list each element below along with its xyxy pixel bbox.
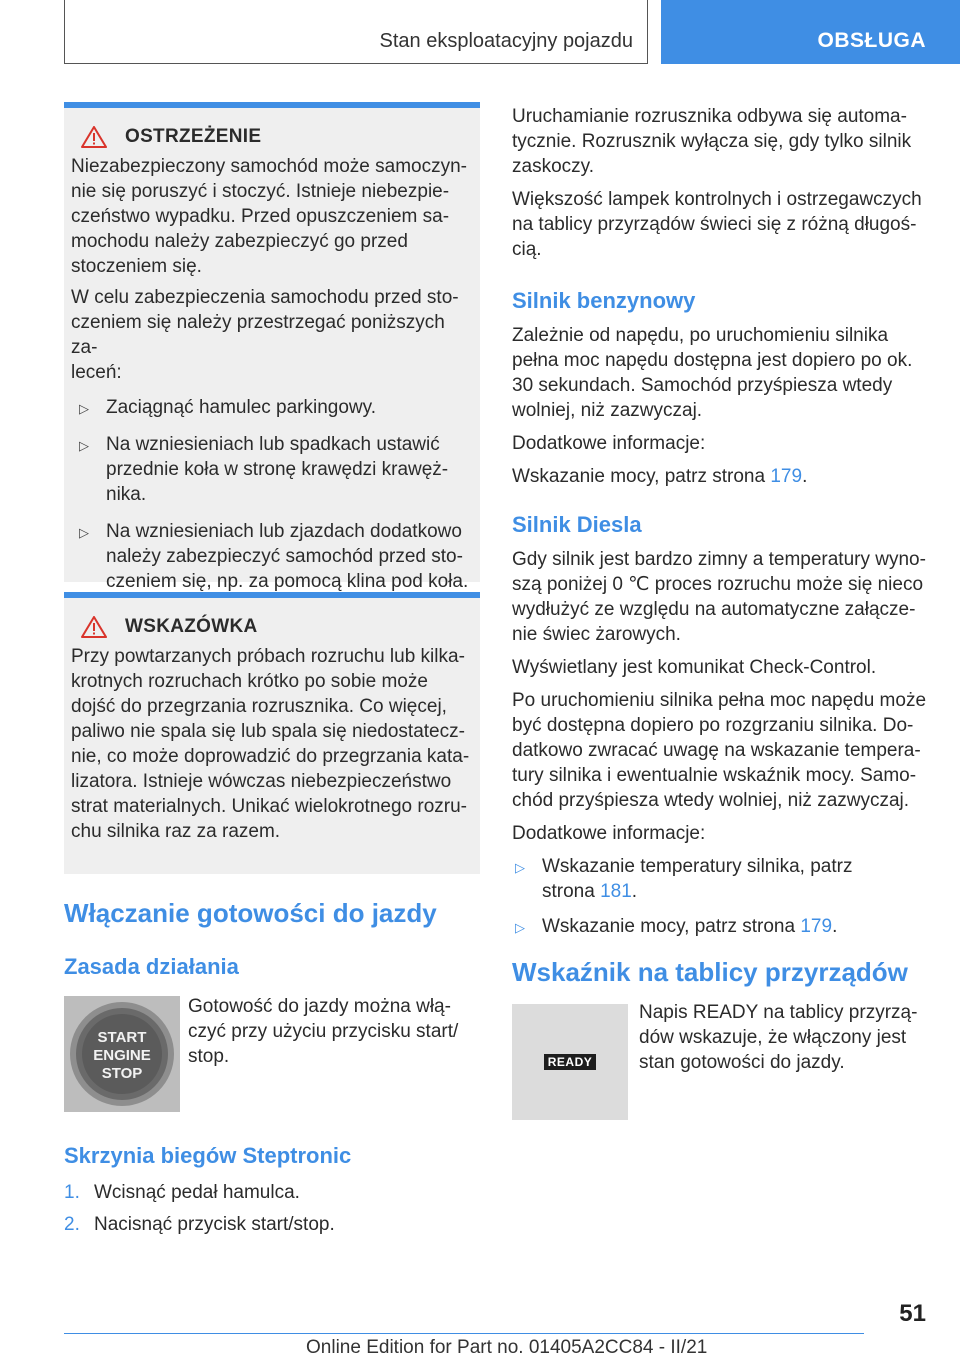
diesel-section — [512, 547, 937, 947]
bullet-triangle-icon: ▷ — [515, 860, 525, 875]
paragraph: Dodatkowe informacje: — [512, 823, 706, 844]
paragraph: Uruchamianie rozrusznika odbywa się automa- tycznie. Rozrusznik wyłącza się, gdy tylko silnik zaskoczy. — [512, 106, 912, 177]
start-stop-button-image — [64, 996, 180, 1112]
subsection-heading: Silnik benzynowy — [512, 288, 696, 313]
paragraph: Po uruchomieniu silnika pełna moc napędu może być dostępna dopiero po rozgrzaniu silnika. Do- datkowo zwracać uwagę na wskazanie tempera- tury silnika i ewentualnie wskaźnik mocy. Samo- chód przyśpiesza wtedy wolniej, niż zazwyczaj. — [512, 690, 927, 811]
bullet-triangle-icon: ▷ — [515, 920, 525, 935]
list-item: ▷ Wskazanie temperatury silnika, patrz strona 181. — [515, 856, 853, 902]
list-item: ▷ Na wzniesieniach lub zjazdach dodatkowo należy zabezpieczyć samochód przed sto- czeniem się, np. za pomocą klina pod koła. — [79, 521, 469, 592]
list-item: ▷ Zaciągnąć hamulec parkingowy. — [71, 395, 472, 420]
section-heading: Włączanie gotowości do jazdy — [64, 898, 437, 928]
list-item: 1. Wcisnąć pedał hamulca. — [64, 1182, 300, 1203]
warning-triangle-icon — [81, 126, 107, 148]
paragraph: Gdy silnik jest bardzo zimny a temperatury wyno- szą poniżej 0 ℃ proces rozruchu może się nieco wydłużyć ze względu na automatyczne załącze- nie świec żarowych. — [512, 549, 926, 645]
paragraph: Gotowość do jazdy można włą- czyć przy użyciu przycisku start/ stop. — [188, 996, 459, 1067]
cross-reference: Wskazanie mocy, patrz strona 179. — [512, 466, 808, 487]
paragraph: Większość lampek kontrolnych i ostrzegawczych na tablicy przyrządów świeci się z różną długoś- cią. — [512, 189, 922, 260]
footer-edition: Online Edition for Part no. 01405A2CC84 - II/21 — [306, 1337, 708, 1358]
section-heading: Wskaźnik na tablicy przyrządów — [512, 957, 908, 987]
paragraph: Dodatkowe informacje: — [512, 433, 706, 454]
notice-title: WSKAZÓWKA — [125, 616, 258, 637]
bullet-triangle-icon: ▷ — [79, 438, 89, 453]
warning-title: OSTRZEŻENIE — [125, 126, 262, 147]
warning-text: W celu zabezpieczenia samochodu przed sto- czeniem się należy przestrzegać poniższych za- leceń: — [71, 287, 459, 383]
section-tab — [661, 0, 960, 64]
warning-box-wskazowka — [64, 592, 480, 874]
list-item: ▷ Wskazanie mocy, patrz strona 179. — [512, 914, 937, 939]
footer-divider — [64, 1333, 864, 1334]
ready-label: READY — [544, 1054, 596, 1070]
right-column — [512, 104, 932, 262]
header-bar — [64, 0, 648, 64]
steps-list — [64, 1180, 480, 1237]
list-item: ▷ Na wzniesieniach lub spadkach ustawić przednie koła w stronę krawędzi krawęż- nika. — [79, 434, 449, 505]
notice-text: Przy powtarzanych próbach rozruchu lub kilka- krotnych rozruchach krótko po sobie może dojść do przegrzania rozrusznika. Co więcej, paliwo nie spala się lub spala się niedostatecz- nie, co może doprowadzić do przegrzania kata- lizatora. Istnieje wówczas niebezpieczeństwo strat materialnych. Unikać wielokrotnego rozru- chu silnika raz za razem. — [71, 646, 470, 842]
subsection-heading: Skrzynia biegów Steptronic — [64, 1143, 352, 1168]
page-number: 51 — [899, 1300, 926, 1327]
button-text-start: START — [97, 1029, 147, 1046]
paragraph: Zależnie od napędu, po uruchomieniu silnika pełna moc napędu dostępna jest dopiero po ok. 30 sekundach. Samochód przyśpiesza wtedy wolniej, niż zazwyczaj. — [512, 325, 913, 421]
petrol-section — [512, 323, 932, 489]
ready-indicator-image — [512, 1004, 628, 1120]
page-link[interactable]: 179 — [770, 466, 803, 487]
bullet-triangle-icon: ▷ — [79, 401, 89, 416]
chapter-title: Stan eksploatacyjny pojazdu — [379, 30, 633, 52]
list-item: 2. Nacisnąć przycisk start/stop. — [64, 1214, 335, 1235]
page-link[interactable]: 179 — [800, 916, 833, 937]
button-text-stop: STOP — [101, 1065, 143, 1082]
paragraph: Wyświetlany jest komunikat Check-Control. — [512, 657, 877, 678]
bullet-triangle-icon: ▷ — [79, 525, 89, 540]
warning-text: Niezabezpieczony samochód może samoczyn- nie się poruszyć i stoczyć. Istnieje niebezpie- czeństwo wypadku. Przed opuszczeniem sa- mochodu należy zabezpieczyć go przed stoczeniem się. — [71, 156, 468, 277]
subsection-heading: Zasada działania — [64, 954, 239, 979]
warning-triangle-icon — [81, 616, 107, 638]
button-text-engine: ENGINE — [93, 1047, 151, 1064]
section-label: OBSŁUGA — [817, 29, 926, 52]
subsection-heading: Silnik Diesla — [512, 512, 642, 537]
paragraph: Napis READY na tablicy przyrzą- dów wskazuje, że włączony jest stan gotowości do jazdy. — [639, 1002, 918, 1073]
page-link[interactable]: 181 — [600, 881, 632, 902]
warning-box-ostrzezenie — [64, 102, 480, 592]
